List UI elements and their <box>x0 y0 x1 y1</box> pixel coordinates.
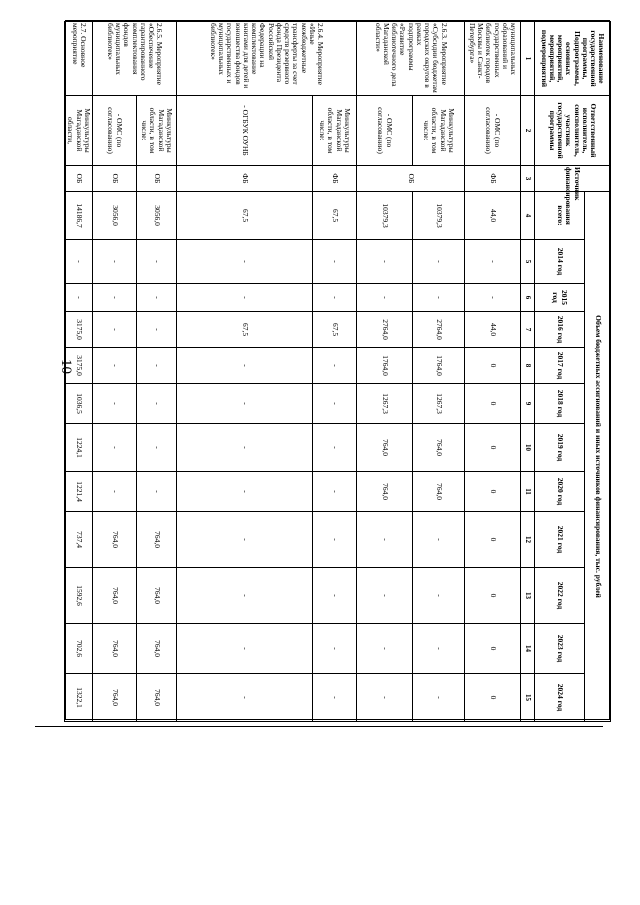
value-cell: - <box>177 674 313 722</box>
value-cell: - <box>93 424 137 472</box>
value-cell: - <box>313 424 357 472</box>
value-cell: - <box>413 512 465 568</box>
rotated-sheet <box>65 20 610 720</box>
value-cell: 764,0 <box>413 424 465 472</box>
header-year: 2023 год <box>535 624 585 674</box>
value-cell: 0 <box>465 674 521 722</box>
value-cell: - <box>357 284 413 312</box>
value-cell: 0 <box>465 424 521 472</box>
value-cell: 1267,3 <box>357 384 413 424</box>
value-cell: - <box>65 284 93 312</box>
rotated-table-wrapper <box>66 21 611 721</box>
executor-cell: - ОМС (по согласованию) <box>93 96 137 166</box>
source-cell: ОБ <box>93 166 137 192</box>
value-cell: - <box>313 624 357 674</box>
value-cell: - <box>177 512 313 568</box>
financing-table <box>64 21 611 722</box>
value-cell: - <box>93 284 137 312</box>
header-year: 2021 год <box>535 512 585 568</box>
value-cell: - <box>137 284 177 312</box>
value-cell: - <box>313 240 357 284</box>
value-cell: 67,5 <box>177 312 313 348</box>
value-cell: - <box>313 384 357 424</box>
value-cell: 2764,0 <box>357 312 413 348</box>
value-cell: 1267,3 <box>413 384 465 424</box>
header-year: 2019 год <box>535 424 585 472</box>
value-cell: - <box>357 512 413 568</box>
value-cell: 0 <box>465 512 521 568</box>
value-cell: 764,0 <box>357 424 413 472</box>
header-budget: Объем бюджетных ассигнований и иных источников финансирования, тыс. рублей <box>585 192 611 722</box>
value-cell: - <box>93 240 137 284</box>
value-cell: - <box>465 284 521 312</box>
value-cell: - <box>93 348 137 384</box>
value-cell: 0 <box>465 624 521 674</box>
value-cell: - <box>313 512 357 568</box>
source-cell: ФБ <box>465 166 521 192</box>
source-cell: ОБ <box>137 166 177 192</box>
value-cell: - <box>137 240 177 284</box>
header-year: 2022 год <box>535 568 585 624</box>
value-cell: 764,0 <box>137 512 177 568</box>
header-executor: Ответственный исполнитель, соисполнитель, участник государственной программы <box>535 96 611 166</box>
value-cell: 764,0 <box>357 472 413 512</box>
col-number: 4 <box>521 192 535 240</box>
value-cell: 3175,0 <box>65 348 93 384</box>
value-cell: - <box>413 674 465 722</box>
source-cell: ФБ <box>313 166 357 192</box>
value-cell: 0 <box>465 568 521 624</box>
header-year: 2020 год <box>535 472 585 512</box>
program-name-cell: 2.6.5. Мероприятие «Обеспечение гарантированного комплектования фондов муниципальных библиотек» <box>93 22 177 96</box>
value-cell: 1221,4 <box>65 472 93 512</box>
header-year: 2017 год <box>535 348 585 384</box>
value-cell: 44,0 <box>465 312 521 348</box>
value-cell: - <box>413 624 465 674</box>
program-name-cell: 2.6.4. Мероприятие «Иные межбюджетные трансферты за счет средств резервного фонда Президента Российской Федерации на комплектование книгами для детей и юношества фондов государственных и муниципальных библиотек» <box>177 22 357 96</box>
value-cell: - <box>177 240 313 284</box>
value-cell: 0 <box>465 348 521 384</box>
value-cell: 14186,7 <box>65 192 93 240</box>
executor-cell: Минкультуры Магаданской области, в том числе: <box>313 96 357 166</box>
value-cell: - <box>137 348 177 384</box>
value-cell: - <box>177 568 313 624</box>
value-cell: 2764,0 <box>413 312 465 348</box>
value-cell: 0 <box>465 472 521 512</box>
table-row <box>357 22 413 722</box>
value-cell: - <box>465 240 521 284</box>
col-number: 12 <box>521 512 535 568</box>
header-year: 2015 год <box>535 284 585 312</box>
value-cell: 10379,3 <box>413 192 465 240</box>
value-cell: - <box>93 472 137 512</box>
header-source: Источник финансирования <box>535 166 611 192</box>
value-cell: 1322,1 <box>65 674 93 722</box>
value-cell: 67,5 <box>177 192 313 240</box>
value-cell: 10379,3 <box>357 192 413 240</box>
value-cell: - <box>313 674 357 722</box>
value-cell: - <box>413 284 465 312</box>
program-name-cell: 2.7. Основное мероприятие <box>65 22 93 96</box>
program-name-cell: 2.6.3. Мероприятие «Субсидии бюджетам городских округов в рамках подпрограммы «Развитие библиотечного дела Магаданской области» <box>357 22 465 96</box>
value-cell: 764,0 <box>137 674 177 722</box>
table-row <box>413 22 465 722</box>
value-cell: 764,0 <box>93 674 137 722</box>
executor-cell: Минкультуры Магаданской области, в том числе: <box>137 96 177 166</box>
executor-cell: - ОМС (по согласованию) <box>465 96 521 166</box>
value-cell: 1036,5 <box>65 384 93 424</box>
value-cell: - <box>313 568 357 624</box>
value-cell: 3056,0 <box>93 192 137 240</box>
table-row <box>65 22 93 722</box>
value-cell: - <box>137 312 177 348</box>
value-cell: - <box>137 424 177 472</box>
value-cell: - <box>313 348 357 384</box>
source-cell: ОБ <box>357 166 465 192</box>
header-year: 2024 год <box>535 674 585 722</box>
value-cell: 3056,0 <box>137 192 177 240</box>
value-cell: 764,0 <box>93 512 137 568</box>
value-cell: - <box>357 240 413 284</box>
value-cell: - <box>357 674 413 722</box>
value-cell: - <box>177 384 313 424</box>
source-cell: ФБ <box>177 166 313 192</box>
value-cell: 764,0 <box>413 472 465 512</box>
value-cell: 764,0 <box>93 624 137 674</box>
value-cell: - <box>137 472 177 512</box>
col-number: 10 <box>521 424 535 472</box>
value-cell: 764,0 <box>137 568 177 624</box>
col-number: 13 <box>521 568 535 624</box>
executor-cell: Минкультуры Магаданской области, в том числе: <box>413 96 465 166</box>
value-cell: 0 <box>465 384 521 424</box>
table-row <box>137 22 177 722</box>
value-cell: 764,0 <box>137 624 177 674</box>
value-cell: - <box>93 312 137 348</box>
page-number: 10 <box>58 359 74 374</box>
value-cell: - <box>413 568 465 624</box>
source-cell: ОБ <box>65 166 93 192</box>
value-cell: 44,0 <box>465 192 521 240</box>
table-row <box>93 22 137 722</box>
col-number: 14 <box>521 624 535 674</box>
col-number: 3 <box>521 166 535 192</box>
header-row-1 <box>585 22 611 722</box>
value-cell: 1224,1 <box>65 424 93 472</box>
value-cell: - <box>177 284 313 312</box>
table-row <box>177 22 313 722</box>
value-cell: - <box>93 384 137 424</box>
col-number: 7 <box>521 312 535 348</box>
value-cell: - <box>137 384 177 424</box>
table-row <box>313 22 357 722</box>
col-number: 9 <box>521 384 535 424</box>
column-number-row <box>521 22 535 722</box>
value-cell: 1764,0 <box>413 348 465 384</box>
value-cell: 702,6 <box>65 624 93 674</box>
header-year: 2018 год <box>535 384 585 424</box>
program-name-cell: муниципальных образований и государственных библиотек городов Москвы и Санкт-Петербурга» <box>465 22 521 96</box>
value-cell: - <box>177 348 313 384</box>
col-number: 15 <box>521 674 535 722</box>
value-cell: 1764,0 <box>357 348 413 384</box>
value-cell: - <box>313 284 357 312</box>
value-cell: - <box>357 624 413 674</box>
value-cell: - <box>177 624 313 674</box>
header-year: 2014 год <box>535 240 585 284</box>
col-number: 8 <box>521 348 535 384</box>
header-year: 2016 год <box>535 312 585 348</box>
value-cell: - <box>177 424 313 472</box>
executor-cell: - ОГБУК ОУНБ <box>177 96 313 166</box>
value-cell: 3175,0 <box>65 312 93 348</box>
header-program-name: Наименование государственной программы, Подпрограммы, основных мероприятий, мероприятий, подмероприятий <box>535 22 611 96</box>
value-cell: - <box>357 568 413 624</box>
value-cell: 67,5 <box>313 192 357 240</box>
header-total: всего: <box>535 192 585 240</box>
col-number: 2 <box>521 96 535 166</box>
value-cell: 737,4 <box>65 512 93 568</box>
table-row <box>465 22 521 722</box>
value-cell: - <box>177 472 313 512</box>
separator-line <box>35 726 603 727</box>
value-cell: - <box>313 472 357 512</box>
executor-cell: Минкультуры Магаданской области, <box>65 96 93 166</box>
value-cell: 1592,6 <box>65 568 93 624</box>
col-number: 5 <box>521 240 535 284</box>
value-cell: 764,0 <box>93 568 137 624</box>
value-cell: - <box>65 240 93 284</box>
col-number: 11 <box>521 472 535 512</box>
col-number: 1 <box>521 22 535 96</box>
value-cell: - <box>413 240 465 284</box>
executor-cell: - ОМС (по согласованию) <box>357 96 413 166</box>
col-number: 6 <box>521 284 535 312</box>
value-cell: 67,5 <box>313 312 357 348</box>
